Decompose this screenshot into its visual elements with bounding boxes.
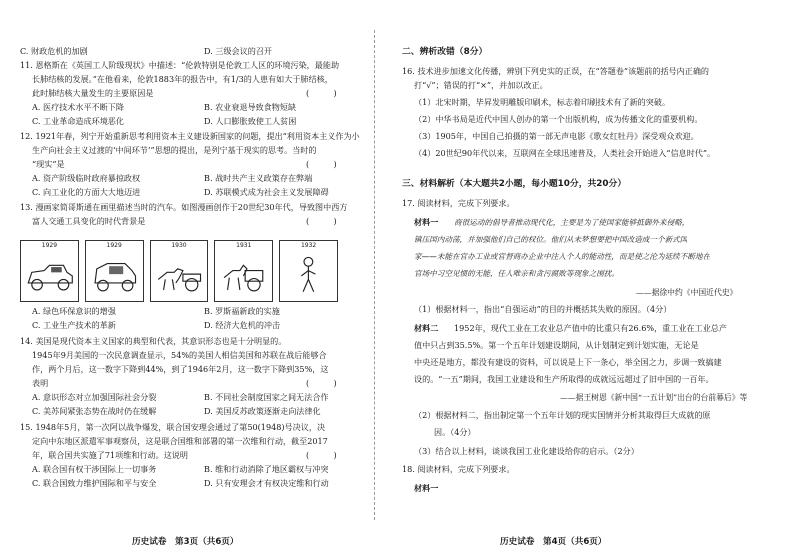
option-a: A. 医疗技术水平不断下降 (32, 102, 124, 112)
option-c: C. 财政危机的加剧 (20, 46, 88, 56)
option-a: A. 意识形态对立加强国际社会分裂 (32, 392, 157, 402)
question-text-line: 表明 (32, 378, 49, 388)
material-2-text: 设的。“一五”期间，我国工业建设和生产所取得的成就远远超过了旧中国的一百年。 (414, 374, 714, 384)
section-2-title: 二、辨析改错（8分） (402, 47, 488, 57)
option-d: D. 苏联模式成为社会主义发展障碍 (204, 187, 329, 197)
option-a: A. 绿色环保意识的增强 (32, 306, 116, 316)
option-d: D. 人口膨胀致使工人贫困 (204, 116, 297, 126)
option-b: B. 罗斯福新政的实施 (204, 306, 280, 316)
question-17-2: （2）根据材料二，指出制定第一个五年计划的现实国情并分析其取得巨大成就的原 (414, 410, 711, 420)
option-b: B. 不同社会制度国家之间无法合作 (204, 392, 329, 402)
option-b: B. 战时共产主义政策存在弊端 (204, 173, 313, 183)
question-14: 14. 美国是现代资本主义国家的典型和代表，其意识形态也是十分明显的。 (20, 336, 287, 346)
option-a: A. 资产阶级临时政府暴掠政权 (32, 173, 141, 183)
cartoon-panel (279, 240, 338, 302)
question-text-line: 1945年9月美国的一次民意调查显示，54%的美国人相信美国和苏联在战后能够合 (32, 350, 327, 360)
option-b: B. 农业衰退导致食物短缺 (204, 102, 297, 112)
horse-cart-icon (217, 250, 270, 300)
option-a: A. 联合国有权干涉国际上一切事务 (32, 464, 157, 474)
option-c: C. 美苏间紧张态势在战时仍在缓解 (32, 406, 157, 416)
option-d: D. 只有安理会才有权决定维和行动 (204, 478, 329, 488)
cartoon-panel (20, 240, 79, 302)
question-text-line: 富人交通工具变化的时代背景是 (32, 216, 146, 226)
statement-3: （3）1905年，中国自己拍摄的第一部无声电影《歌女红牡丹》深受观众欢迎。 (414, 131, 699, 141)
page-4 (392, 0, 794, 560)
material-2-label: 材料二 (414, 323, 439, 333)
question-text-line: 打“√”；错误的打“×”，并加以改正。 (414, 80, 548, 90)
page-3 (0, 0, 372, 560)
section-3-title: 三、材料解析（本大题共2小题，每小题10分，共20分） (402, 179, 627, 189)
column-divider (374, 30, 375, 520)
cartoon-year: 1929 (106, 242, 122, 249)
cartoon-year: 1931 (236, 242, 252, 249)
material-1-text: 家——未能在官办工业或官督商办企业中注入个人的能动性，而是使之沦为延续不断地在 (414, 252, 711, 261)
question-17-1: （1）根据材料一，指出“自强运动”的目的并概括其失败的原因。（4分） (414, 304, 672, 314)
question-text-line: “现实”是 (32, 159, 65, 169)
question-12: 12. 1921年春，列宁开始重新思考利用资本主义建设新国家的问题，提出“利用资本主义作为小 (20, 131, 360, 141)
cartoon-panel (150, 240, 209, 302)
question-text-line: 作，两个月后，这一数字下降到44%，到了1946年2月，这一数字下降到35%，这 (32, 364, 329, 374)
material-1-text: 镇压国内动荡，并加强他们自己的权位。他们从未梦想要把中国改造成一个新式国 (414, 235, 688, 244)
material-2-source: ——据王树恩《新中国“一五计划”出台的台前幕后》等 (560, 393, 748, 402)
statement-4: （4）20世纪90年代以来，互联网在全球迅速普及，人类社会开始进入“信息时代”。 (414, 148, 716, 158)
option-c: C. 工业生产技术的革新 (32, 320, 116, 330)
question-text-line: 生产向社会主义过渡的‘中间环节’”思想的提出，是列宁基于现实的思考。当时的 (32, 145, 317, 155)
material-1-source: ——据徐中约《中国近代史》 (636, 288, 738, 297)
answer-bracket: ( ) (306, 88, 337, 98)
option-c: C. 联合国致力维护国际和平与安全 (32, 478, 157, 488)
cartoon-year: 1932 (300, 242, 317, 249)
car-cartoon-strip (20, 240, 338, 302)
question-17-2-cont: 因。（4分） (434, 427, 476, 437)
option-d: D. 美国反苏政策逐渐走向法律化 (204, 406, 321, 416)
option-b: B. 维和行动消除了地区霸权与冲突 (204, 464, 329, 474)
material-1-text: 官场中习空见惯的无能、任人唯亲和贪污腐败等现象之围扰。 (414, 269, 620, 278)
question-13: 13. 漫画家简哥斯通在画里描述当时的汽车。如图漫画创作于20世纪30年代，导致图中西方 (20, 202, 348, 212)
question-18: 18. 阅读材料，完成下列要求。 (402, 464, 515, 474)
cartoon-panel (85, 240, 144, 302)
answer-bracket: ( ) (306, 216, 337, 226)
page-footer: 历史试卷 第3页（共6页） (132, 537, 239, 547)
question-text-line: 长肺结核的发展。”在他看来，伦敦1883年的报告中，有1/3的人患有如大于肺结核， (32, 74, 333, 84)
car-icon (88, 250, 141, 300)
question-16: 16. 技术进步加速文化传播，辨别下列史实的正误，在“答题卷”该题前的括号内正确的 (402, 66, 710, 76)
material-2-text: 值中只占到35.5%。第一个五年计划建设期间，从计划制定到计划实施，无论是 (414, 340, 699, 350)
question-17: 17. 阅读材料，完成下列要求。 (402, 198, 515, 208)
option-d: D. 三级会议的召开 (204, 46, 273, 56)
horse-cart-icon (153, 250, 206, 300)
question-17-3: （3）结合以上材料，谈谈我国工业化建设给你的启示。（2分） (414, 446, 639, 456)
question-15: 15. 1948年5月，第一次阿以战争爆发，联合国安理会通过了第50(1948)号决议，决 (20, 422, 326, 432)
statement-2: （2）中华书局是近代中国人创办的第一个出版机构，成为传播文化的重要机构。 (414, 114, 703, 124)
option-c: C. 工业革命造成环境恶化 (32, 116, 124, 126)
question-11: 11. 恩格斯在《英国工人阶级现状》中描述：“伦敦特别是伦敦工人区的环境污染，最能助 (20, 60, 340, 70)
cartoon-panel (214, 240, 273, 302)
question-text-line: 年，联合国共实施了71项维和行动。这说明 (32, 450, 188, 460)
material-1-text: 商很运动的倡导者推动现代化，主要是为了使国家能够抵御外来侵略， (454, 218, 690, 227)
question-text-line: 定向中东地区派遣军事观察员，这是联合国维和部署的第一次维和行动，截至2017 (32, 436, 328, 446)
answer-bracket: ( ) (306, 450, 337, 460)
option-d: D. 经济大危机的冲击 (204, 320, 281, 330)
material-1-label: 材料一 (414, 483, 439, 493)
page-footer: 历史试卷 第4页（共6页） (500, 537, 607, 547)
answer-bracket: ( ) (306, 378, 337, 388)
statement-1: （1）北宋时期，毕昇发明雕版印刷术，标志着印刷技术有了新的突破。 (414, 97, 671, 107)
cartoon-year: 1930 (171, 242, 187, 249)
material-2-text: 1952年，现代工业在工农业总产值中的比重只有26.6%，重工业在工业总产 (454, 323, 727, 333)
material-2-text: 中央还是地方，都没有建设的资料，可以说是上下一条心，举全国之力，步调一致搞建 (414, 357, 722, 367)
option-c: C. 向工业化的方面大大地迈进 (32, 187, 141, 197)
question-text-line: 此时肺结核大量发生的主要原因是 (32, 88, 154, 98)
answer-bracket: ( ) (306, 159, 337, 169)
walking-man-icon (282, 250, 335, 300)
cartoon-year: 1929 (41, 242, 58, 249)
car-icon (23, 250, 76, 300)
material-1-label: 材料一 (414, 217, 439, 227)
